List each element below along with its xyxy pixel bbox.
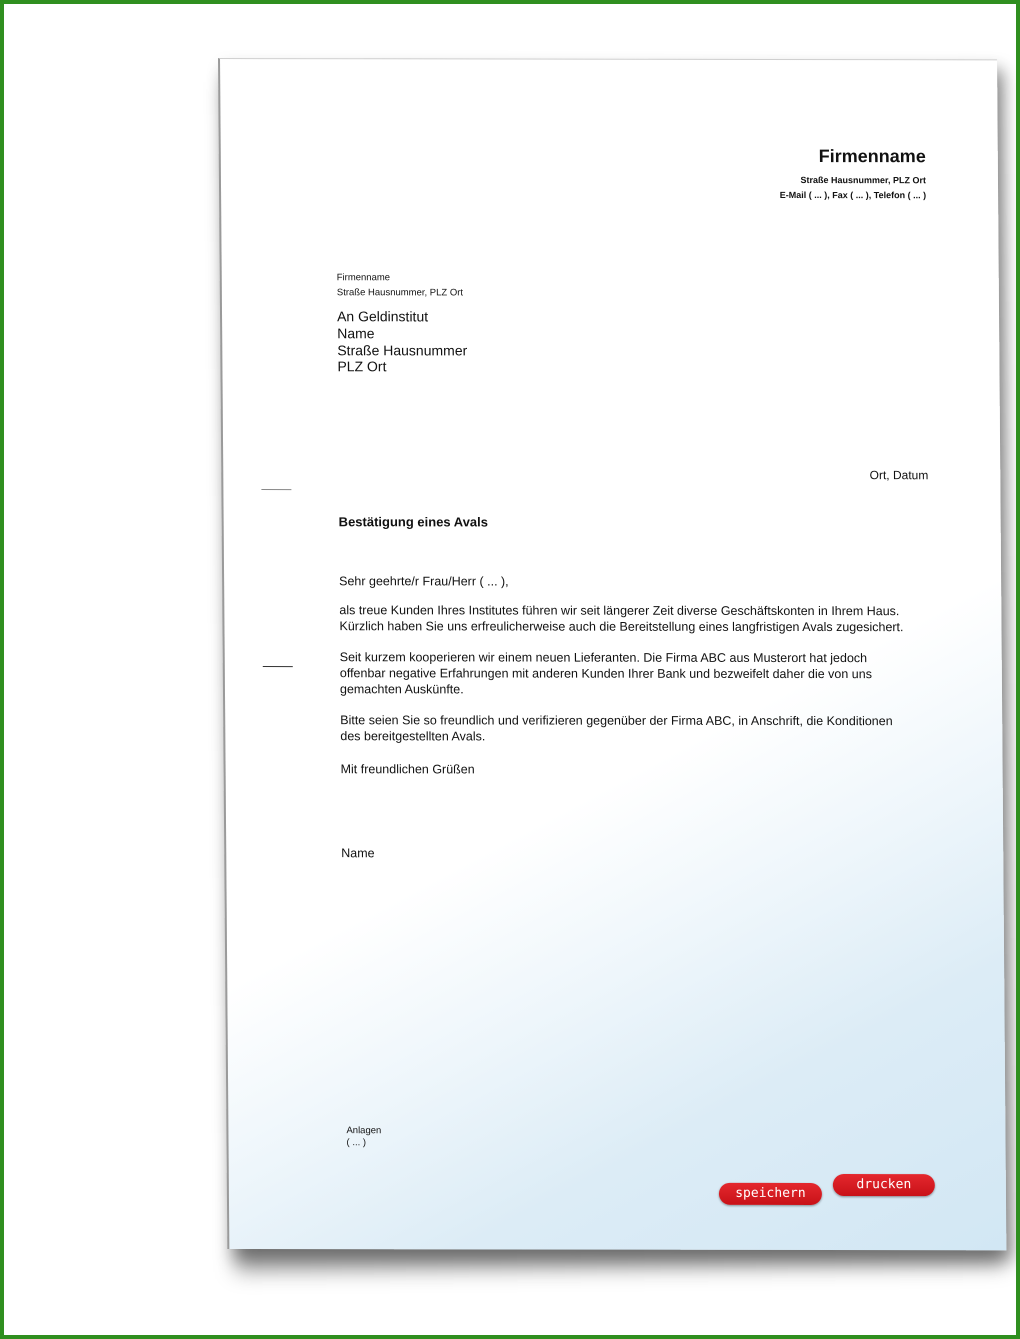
fold-mark — [263, 666, 293, 667]
place-date: Ort, Datum — [869, 468, 929, 483]
recipient-line: Name — [337, 325, 375, 342]
paragraph-line: des bereitgestellten Avals. — [340, 729, 486, 744]
attachments-label: Anlagen — [346, 1125, 382, 1137]
recipient-line: An Geldinstitut — [336, 308, 429, 325]
salutation: Sehr geehrte/r Frau/Herr ( ... ), — [339, 574, 509, 589]
letter-page — [218, 58, 1006, 1250]
sender-address: Straße Hausnummer, PLZ Ort — [336, 287, 464, 299]
paragraph-line: offenbar negative Erfahrungen mit anderen Kunden Ihrer Bank und bezweifelt daher die von uns — [339, 666, 872, 682]
recipient-line: Straße Hausnummer — [337, 342, 468, 359]
paragraph-line: gemachten Auskünfte. — [339, 682, 464, 697]
letterhead-contact: E-Mail ( ... ), Fax ( ... ), Telefon ( ... ) — [779, 189, 927, 201]
paragraph-line: Kürzlich haben Sie uns erfreulicherweise auch die Bereitstellung eines langfristigen Avals zugesichert. — [339, 619, 904, 635]
paragraph-line: als treue Kunden Ihres Institutes führen wir seit längerer Zeit diverse Geschäftskonten in Ihrem Haus. — [339, 603, 900, 619]
letterhead-address: Straße Hausnummer, PLZ Ort — [800, 175, 927, 186]
paragraph-line: Bitte seien Sie so freundlich und verifizieren gegenüber der Firma ABC, in Anschrift, die Konditionen — [340, 713, 893, 729]
signature-name: Name — [341, 846, 375, 861]
recipient-line: PLZ Ort — [337, 358, 387, 375]
letter-subject: Bestätigung eines Avals — [338, 514, 489, 530]
paragraph-line: Seit kurzem kooperieren wir einem neuen Lieferanten. Die Firma ABC aus Musterort hat jedoch — [339, 650, 868, 666]
sender-name: Firmenname — [336, 272, 391, 284]
print-button[interactable]: drucken — [833, 1174, 935, 1196]
closing: Mit freundlichen Grüßen — [340, 762, 475, 777]
fold-mark — [261, 489, 291, 490]
save-button[interactable]: speichern — [719, 1183, 822, 1205]
attachments-value: ( ... ) — [346, 1137, 367, 1149]
letterhead-company-name: Firmenname — [818, 146, 926, 167]
